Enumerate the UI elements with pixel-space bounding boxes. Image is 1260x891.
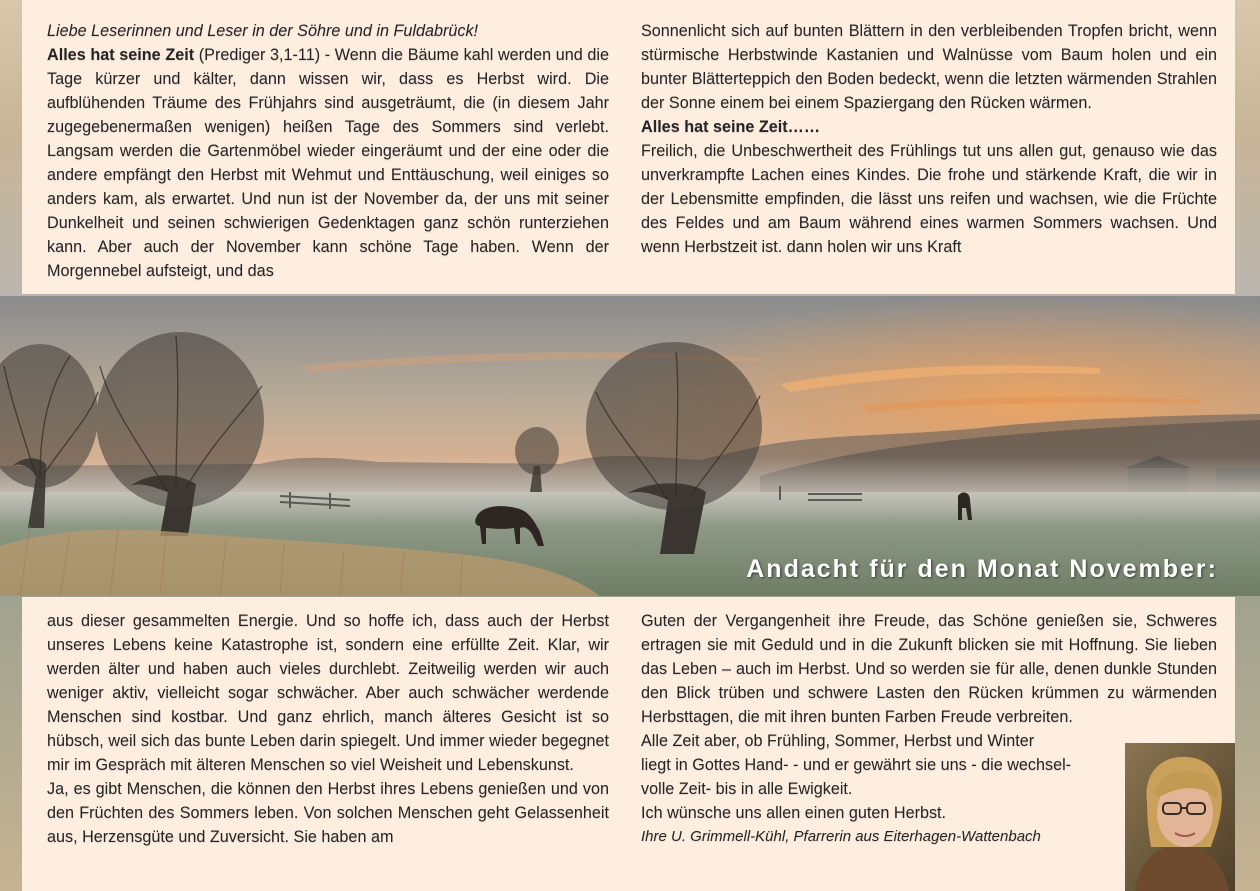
closing-line: volle Zeit- bis in alle Ewigkeit. bbox=[641, 780, 853, 798]
paragraph: aus dieser gesammelten Energie. Und so hoffe ich, dass auch der Herbst unseres Lebens keine Katastrophe ist, sondern eine erfüllte Zeit. Klar, wir werden älter und haben auch vieles durchlebt. Zeitweilig werden wir auch weniger aktiv, vielleicht sogar schwächer. Aber auch schwächer werdende Menschen sind kostbar. Und ganz ehrlich, manch älteres Gesicht ist so hübsch, weil sich das bunte Leben darin spiegelt. Und immer wieder begegnet mir im Gespräch mit älteren Menschen so viel Weisheit und Lebenskunst. bbox=[47, 612, 609, 774]
intro-text: (Prediger 3,1-11) - Wenn die Bäume kahl werden und die Tage kürzer und kälter, dann wissen wir, dass es Herbst wird. Die aufblühenden Träume des Frühjahrs sind ausgeträumt, die (in diesem Jahr zugegebenermaßen wenigen) heißen Tage des Sommers sind verlebt. Langsam werden die Gartenmöbel wieder eingeräumt und der eine oder die andere empfängt den Herbst mit Wehmut und Enttäuschung, weil einiges so anders kam, als erwartet. Und nun ist der November da, der uns mit seiner Dunkelheit und seinen schwierigen Gedenktagen ganz schön runterziehen kann. Aber auch der November kann schöne Tage haben. Wenn der Morgennebel aufsteigt, und das bbox=[47, 46, 609, 280]
foggy-meadow-sunset-photo-icon bbox=[0, 296, 1260, 596]
bottom-left-column bbox=[47, 609, 609, 849]
signature: Ihre U. Grimmell-Kühl, Pfarrerin aus Eiterhagen-Wattenbach bbox=[641, 828, 1041, 845]
greeting: Liebe Leserinnen und Leser in der Söhre und in Fuldabrück! bbox=[47, 22, 479, 40]
closing-wish: Ich wünsche uns allen einen guten Herbst. bbox=[641, 804, 947, 822]
bottom-text-panel bbox=[22, 597, 1235, 891]
top-left-column bbox=[47, 19, 609, 283]
landscape-photo bbox=[0, 296, 1260, 596]
closing-line: Alle Zeit aber, ob Frühling, Sommer, Herbst und Winter bbox=[641, 732, 1035, 750]
paragraph: Sonnenlicht sich auf bunten Blättern in den verbleibenden Tropfen bricht, wenn stürmische Herbstwinde Kastanien und Walnüsse vom Baum holen und ein bunter Blätterteppich den Boden bedeckt, wenn die letzten wärmenden Strahlen der Sonne einem bei einem Spaziergang den Rücken wärmen. bbox=[641, 22, 1217, 112]
paragraph: Freilich, die Unbeschwertheit des Frühlings tut uns allen gut, genauso wie das unverkrampfte Lachen eines Kindes. Die frohe und stärkende Kraft, die wir in der Lebensmitte empfinden, die lässt uns reifen und wachsen, wie die Früchte des Feldes und am Baum während eines warmen Sommers wachsen. Und wenn Herbstzeit ist. dann holen wir uns Kraft bbox=[641, 142, 1217, 256]
intro-lead: Alles hat seine Zeit bbox=[47, 46, 195, 64]
top-right-column bbox=[641, 19, 1217, 259]
paragraph: Ja, es gibt Menschen, die können den Herbst ihres Lebens genießen und von den Früchten des Sommers leben. Von solchen Menschen geht Gelassenheit aus, Herzensgüte und Zuversicht. Sie haben am bbox=[47, 780, 609, 846]
subheading: Alles hat seine Zeit…… bbox=[641, 118, 821, 136]
paragraph: Guten der Vergangenheit ihre Freude, das Schöne genießen sie, Schweres ertragen sie mit Geduld und in die Zukunft blicken sie mit Hoffnung. Sie lieben das Leben – auch im Herbst. Und so werden sie für alle, denen dunkle Stunden den Blick trüben und schwere Lasten den Rücken krümmen zu wärmenden Herbsttagen, die mit ihren bunten Farben Freude verbreiten. bbox=[641, 612, 1217, 726]
closing-line: liegt in Gottes Hand- - und er gewährt sie uns - die wechsel- bbox=[641, 756, 1072, 774]
author-portrait-photo-icon bbox=[1125, 743, 1235, 891]
top-text-panel bbox=[22, 0, 1235, 294]
page-title: Andacht für den Monat November: bbox=[746, 555, 1218, 583]
intro-paragraph bbox=[47, 43, 609, 283]
author-portrait bbox=[1125, 743, 1235, 891]
